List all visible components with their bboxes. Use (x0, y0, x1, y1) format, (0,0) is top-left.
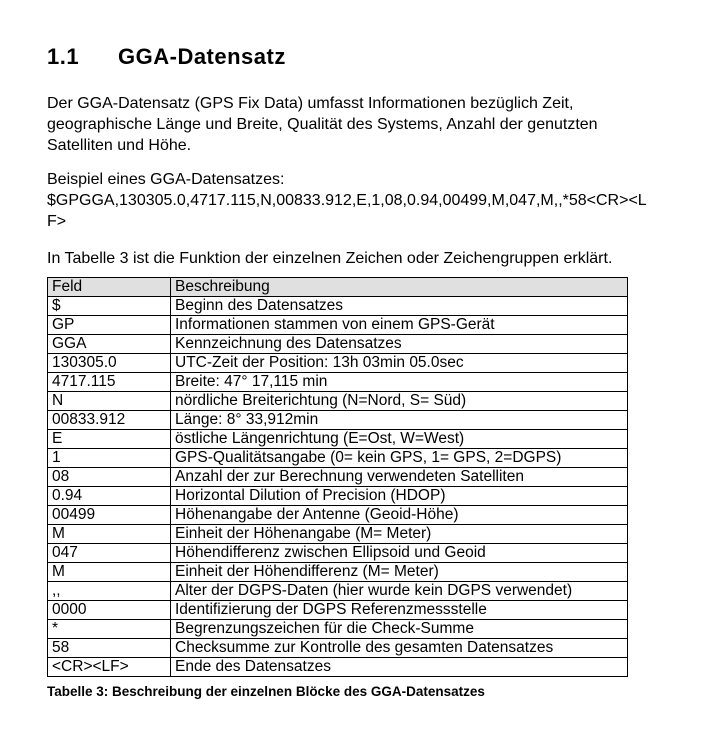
heading-number: 1.1 (47, 44, 80, 69)
table-row (48, 563, 628, 582)
beschreibung-cell: Höhenangabe der Antenne (Geoid-Höhe) (171, 506, 628, 525)
column-header-beschreibung: Beschreibung (171, 278, 628, 297)
gga-table (47, 277, 628, 677)
table-row (48, 639, 628, 658)
beschreibung-cell: Identifizierung der DGPS Referenzmessstelle (171, 601, 628, 620)
feld-cell: 047 (48, 544, 171, 563)
feld-cell: N (48, 392, 171, 411)
table-row (48, 392, 628, 411)
table-row (48, 487, 628, 506)
feld-cell: GP (48, 316, 171, 335)
intro-paragraph: Der GGA-Datensatz (GPS Fix Data) umfasst Informationen bezüglich Zeit, geographische Länge und Breite, Qualität des Systems, Anzahl der genutzten Satelliten und Höhe. (47, 95, 598, 154)
table-row (48, 601, 628, 620)
heading-title: GGA-Datensatz (118, 44, 286, 69)
beschreibung-cell: Einheit der Höhendifferenz (M= Meter) (171, 563, 628, 582)
beschreibung-cell: Informationen stammen von einem GPS-Gerät (171, 316, 628, 335)
beschreibung-cell: Beginn des Datensatzes (171, 297, 628, 316)
section-heading (47, 0, 688, 69)
feld-cell: 00833.912 (48, 411, 171, 430)
table-row (48, 335, 628, 354)
feld-cell: 08 (48, 468, 171, 487)
feld-cell: 58 (48, 639, 171, 658)
table-row (48, 468, 628, 487)
beschreibung-cell: Einheit der Höhenangabe (M= Meter) (171, 525, 628, 544)
beschreibung-cell: Länge: 8° 33,912min (171, 411, 628, 430)
beschreibung-cell: Ende des Datensatzes (171, 658, 628, 677)
column-header-feld: Feld (48, 278, 171, 297)
feld-cell: E (48, 430, 171, 449)
table-row (48, 525, 628, 544)
beschreibung-cell: Alter der DGPS-Daten (hier wurde kein DGPS verwendet) (171, 582, 628, 601)
table-row (48, 658, 628, 677)
table-row (48, 449, 628, 468)
table-note: In Tabelle 3 ist die Funktion der einzelnen Zeichen oder Zeichengruppen erklärt. (47, 250, 613, 267)
feld-cell: 0.94 (48, 487, 171, 506)
table-caption: Tabelle 3: Beschreibung der einzelnen Blöcke des GGA-Datensatzes (47, 684, 485, 699)
beschreibung-cell: Anzahl der zur Berechnung verwendeten Satelliten (171, 468, 628, 487)
beschreibung-cell: Breite: 47° 17,115 min (171, 373, 628, 392)
table-row (48, 506, 628, 525)
table-row (48, 297, 628, 316)
example-block (47, 169, 688, 232)
beschreibung-cell: Höhendifferenz zwischen Ellipsoid und Geoid (171, 544, 628, 563)
feld-cell: 4717.115 (48, 373, 171, 392)
feld-cell: M (48, 563, 171, 582)
table-row (48, 620, 628, 639)
feld-cell: 1 (48, 449, 171, 468)
beschreibung-cell: GPS-Qualitätsangabe (0= kein GPS, 1= GPS, 2=DGPS) (171, 449, 628, 468)
beschreibung-cell: UTC-Zeit der Position: 13h 03min 05.0sec (171, 354, 628, 373)
table-body (48, 297, 628, 677)
table-row (48, 354, 628, 373)
feld-cell: GGA (48, 335, 171, 354)
table-header-row (48, 278, 628, 297)
beschreibung-cell: Begrenzungszeichen für die Check-Summe (171, 620, 628, 639)
feld-cell: M (48, 525, 171, 544)
feld-cell: ,, (48, 582, 171, 601)
feld-cell: 0000 (48, 601, 171, 620)
feld-cell: $ (48, 297, 171, 316)
table-row (48, 582, 628, 601)
example-label: Beispiel eines GGA-Datensatzes: (47, 171, 285, 188)
beschreibung-cell: Kennzeichnung des Datensatzes (171, 335, 628, 354)
beschreibung-cell: nördliche Breiterichtung (N=Nord, S= Süd) (171, 392, 628, 411)
table-row (48, 373, 628, 392)
feld-cell: * (48, 620, 171, 639)
table-row (48, 411, 628, 430)
beschreibung-cell: Checksumme zur Kontrolle des gesamten Datensatzes (171, 639, 628, 658)
table-row (48, 430, 628, 449)
table-row (48, 316, 628, 335)
feld-cell: 130305.0 (48, 354, 171, 373)
beschreibung-cell: östliche Längenrichtung (E=Ost, W=West) (171, 430, 628, 449)
example-value: $GPGGA,130305.0,4717.115,N,00833.912,E,1,08,0.94,00499,M,047,M,,*58<CR><LF> (47, 192, 647, 230)
beschreibung-cell: Horizontal Dilution of Precision (HDOP) (171, 487, 628, 506)
table-row (48, 544, 628, 563)
feld-cell: <CR><LF> (48, 658, 171, 677)
feld-cell: 00499 (48, 506, 171, 525)
